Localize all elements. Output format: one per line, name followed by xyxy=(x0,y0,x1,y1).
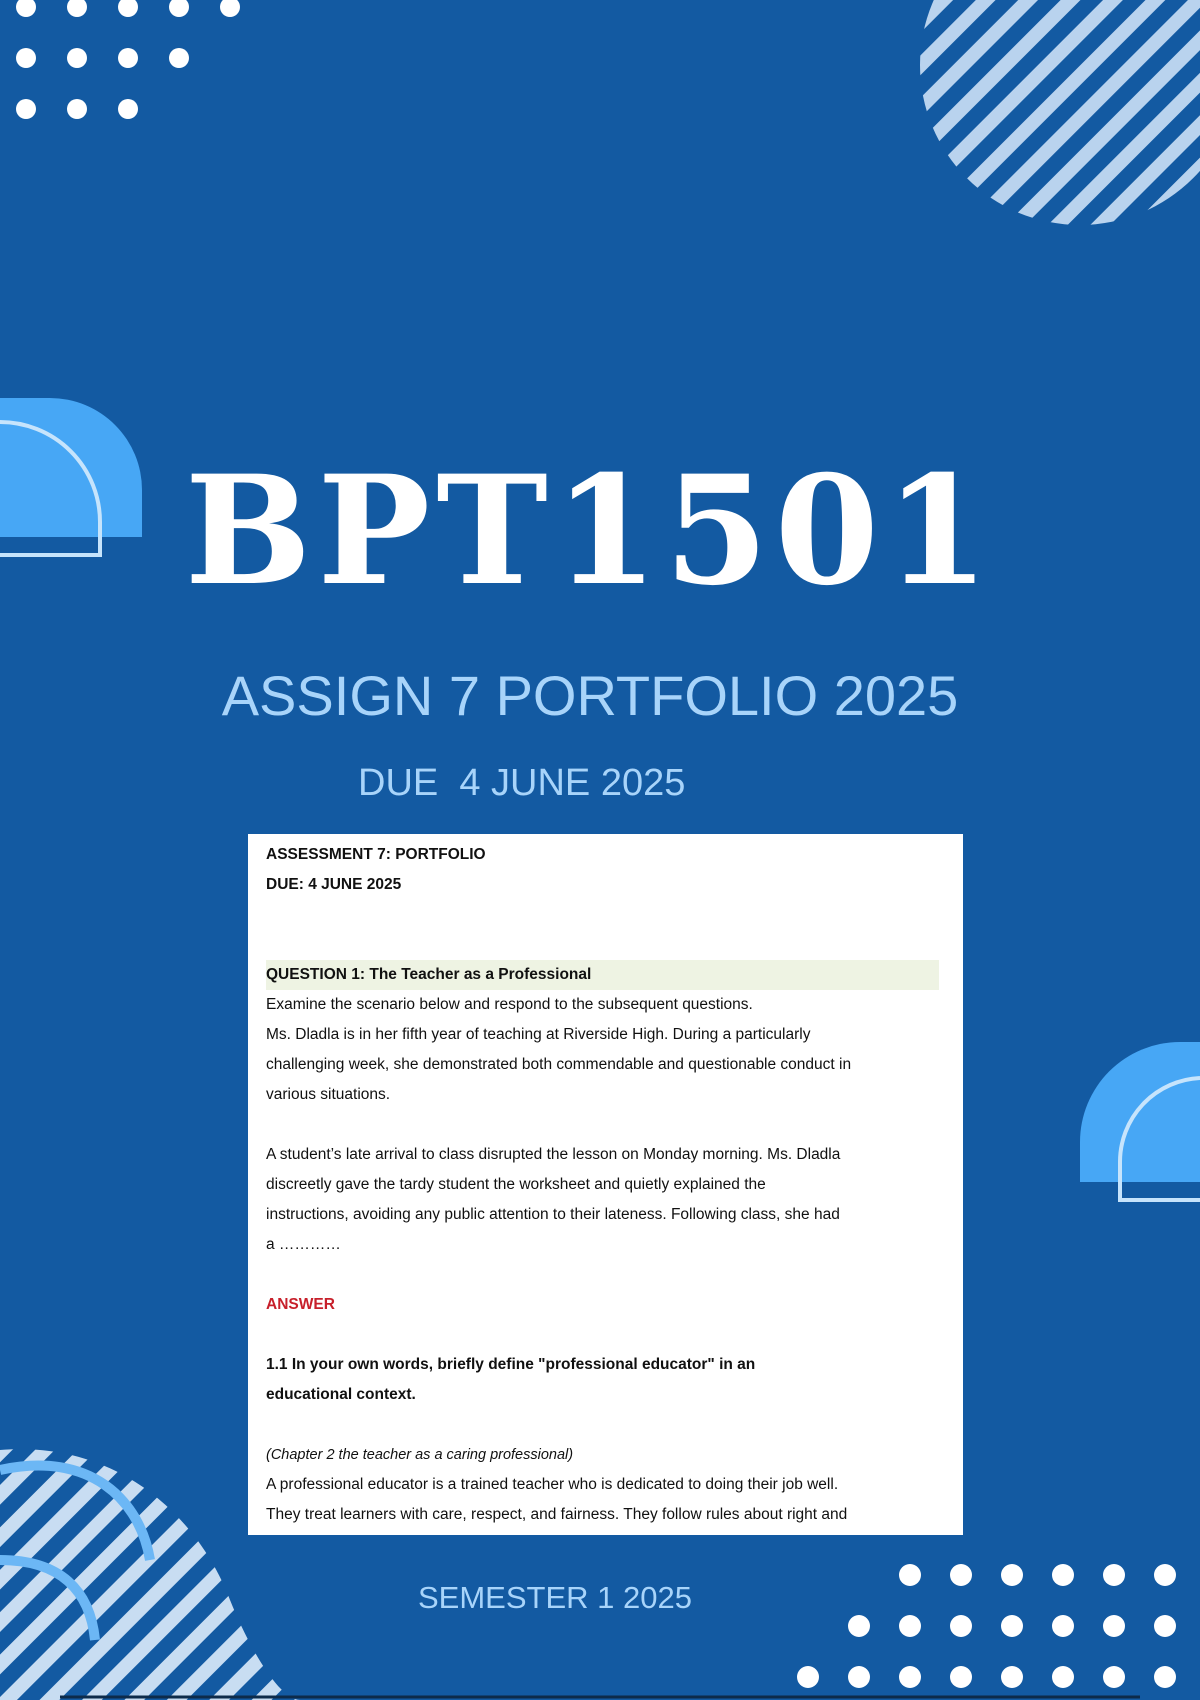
dots-top-left xyxy=(16,0,240,119)
spacer xyxy=(266,1320,945,1350)
dots-bottom-right xyxy=(797,1564,1176,1688)
quarter-shape-right xyxy=(1080,1042,1200,1200)
body-line: instructions, avoiding any public attention to their lateness. Following class, she had xyxy=(266,1206,840,1223)
answer-label: ANSWER xyxy=(266,1296,335,1313)
body-line: a ………… xyxy=(266,1236,341,1253)
striped-circle-top-right xyxy=(900,0,1200,240)
body-line: They treat learners with care, respect, and fairness. They follow rules about right and xyxy=(266,1506,848,1523)
preview-heading: ASSESSMENT 7: PORTFOLIO xyxy=(266,846,486,863)
body-line: challenging week, she demonstrated both commendable and questionable conduct in xyxy=(266,1056,852,1073)
body-line: various situations. xyxy=(266,1086,391,1103)
body-line: Examine the scenario below and respond to the subsequent questions. xyxy=(266,996,753,1013)
question-1-1-line-2: educational context. xyxy=(266,1386,416,1403)
due-date: DUE 4 JUNE 2025 xyxy=(358,762,686,804)
question-1-1-line-1: 1.1 In your own words, briefly define "professional educator" in an xyxy=(266,1356,756,1373)
preview-due-line: DUE: 4 JUNE 2025 xyxy=(266,876,402,893)
document-preview-card xyxy=(248,834,963,1535)
course-code-title: BPT1501 xyxy=(184,443,996,619)
spacer xyxy=(266,900,945,960)
spacer xyxy=(266,1110,945,1140)
spacer xyxy=(266,1260,945,1290)
body-line: A student’s late arrival to class disrupted the lesson on Monday morning. Ms. Dladla xyxy=(266,1146,841,1163)
body-line: Ms. Dladla is in her fifth year of teaching at Riverside High. During a particularly xyxy=(266,1026,811,1043)
spacer xyxy=(266,1410,945,1440)
body-line: A professional educator is a trained teacher who is dedicated to doing their job well. xyxy=(266,1476,839,1493)
body-line: discreetly gave the tardy student the worksheet and quietly explained the xyxy=(266,1176,766,1193)
assignment-subtitle: ASSIGN 7 PORTFOLIO 2025 xyxy=(221,664,959,727)
semester-label: SEMESTER 1 2025 xyxy=(418,1580,692,1615)
chapter-note: (Chapter 2 the teacher as a caring professional) xyxy=(266,1447,574,1463)
question-heading: QUESTION 1: The Teacher as a Professional xyxy=(266,960,939,990)
